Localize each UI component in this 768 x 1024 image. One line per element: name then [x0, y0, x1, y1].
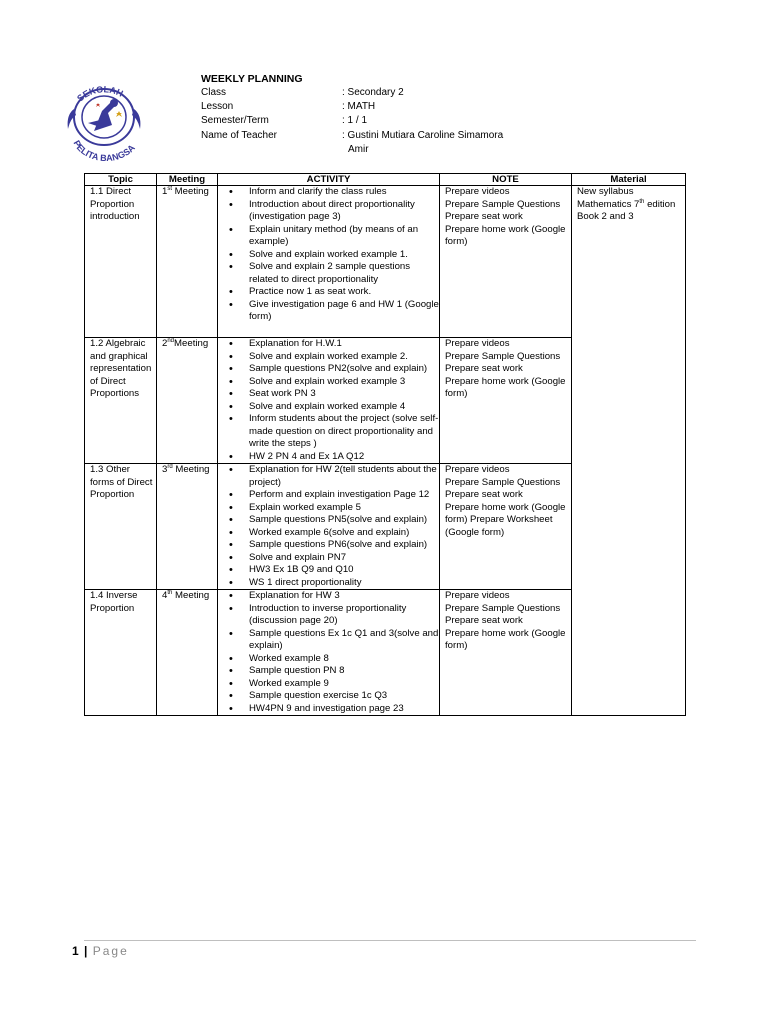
list-item: • Solve and explain worked example 4: [223, 401, 439, 414]
page-number: 1: [72, 944, 79, 958]
topic-cell: 1.4 Inverse Proportion: [85, 590, 157, 716]
list-item: • Explain unitary method (by means of an example): [223, 224, 439, 249]
list-item: • Perform and explain investigation Page 12: [223, 489, 439, 502]
list-item: • Introduction to inverse proportionality (discussion page 20): [223, 603, 439, 628]
note-line: Prepare Sample Questions: [445, 198, 561, 210]
column-header-topic: Topic: [85, 174, 157, 186]
column-header-note: NOTE: [440, 174, 572, 186]
list-item: • HW 2 PN 4 and Ex 1A Q12: [223, 451, 439, 464]
note-cell: [440, 186, 572, 338]
weekly-plan-table: [84, 173, 686, 716]
note-cell: [440, 338, 572, 464]
note-line: Prepare Sample Questions: [445, 350, 561, 362]
column-header-meeting: Meeting: [157, 174, 218, 186]
note-line: Prepare videos: [445, 338, 510, 349]
note-line: Prepare videos: [445, 186, 510, 197]
material-line: Book 2 and 3: [577, 211, 634, 222]
meeting-cell: 1st Meeting: [157, 186, 218, 338]
logo-top-text: SEKOLAH: [75, 84, 125, 104]
activity-cell: [218, 338, 440, 464]
table-row: [85, 186, 686, 338]
note-line: Prepare seat work: [445, 211, 523, 222]
header-value: : 1 / 1: [342, 115, 368, 127]
footer-separator: |: [84, 944, 88, 958]
note-line: Prepare videos: [445, 590, 510, 601]
list-item: • Sample questions PN6(solve and explain): [223, 539, 439, 552]
svg-text:PELITA BANGSA: [71, 139, 137, 161]
note-line: Prepare home work (Google form): [445, 375, 566, 399]
document-title: WEEKLY PLANNING: [201, 73, 303, 85]
topic-cell: 1.1 Direct Proportion introduction: [85, 186, 157, 338]
activity-cell: [218, 186, 440, 338]
list-item: • Explain worked example 5: [223, 502, 439, 515]
header-label: Class: [201, 87, 227, 98]
header-label: Lesson: [201, 101, 234, 113]
list-item: • Solve and explain worked example 1.: [223, 249, 439, 262]
list-item: • Sample question exercise 1c Q3: [223, 690, 439, 703]
note-cell: [440, 590, 572, 716]
list-item: • Solve and explain worked example 2.: [223, 351, 439, 364]
note-line: Prepare seat work: [445, 615, 523, 626]
list-item: • Sample questions PN2(solve and explain): [223, 363, 439, 376]
header-row-lesson: [201, 100, 582, 114]
list-item: • Introduction about direct proportionality (investigation page 3): [223, 199, 439, 224]
page-footer: [72, 944, 129, 958]
meeting-cell: 4th Meeting: [157, 590, 218, 716]
column-header-activity: ACTIVITY: [218, 174, 440, 186]
note-line: Prepare seat work: [445, 489, 523, 500]
list-item: • Explanation for HW 2(tell students about the project): [223, 464, 439, 489]
page-label: Page: [92, 944, 129, 958]
list-item: • WS 1 direct proportionality: [223, 577, 439, 590]
material-cell: [572, 186, 686, 716]
list-item: • Solve and explain worked example 3: [223, 376, 439, 389]
logo-bottom-text: PELITA BANGSA: [71, 138, 137, 161]
material-line: Mathematics 7th edition: [577, 198, 676, 210]
note-line: Prepare Sample Questions: [445, 602, 561, 614]
teacher-name-continuation: Amir: [348, 143, 369, 155]
list-item: • Explanation for HW 3: [223, 590, 439, 603]
list-item: • Worked example 9: [223, 678, 439, 691]
note-line: Prepare home work (Google form): [445, 223, 566, 247]
header-value: : Secondary 2: [342, 87, 404, 98]
meeting-cell: 2ndMeeting: [157, 338, 218, 464]
header-label: Name of Teacher: [201, 129, 277, 141]
list-item: • Seat work PN 3: [223, 388, 439, 401]
footer-divider: [84, 940, 696, 941]
header-row-class: [201, 86, 582, 100]
list-item: • Inform students about the project (solve self-made question on direct proportionality and write the steps ): [223, 413, 439, 451]
list-item: • Sample questions PN5(solve and explain): [223, 514, 439, 527]
table-header-row: [85, 174, 686, 186]
note-line: Prepare seat work: [445, 363, 523, 374]
list-item: • Practice now 1 as seat work.: [223, 286, 439, 299]
topic-cell: 1.2 Algebraic and graphical representation of Direct Proportions: [85, 338, 157, 464]
meeting-cell: 3rd Meeting: [157, 464, 218, 590]
list-item: • Sample questions Ex 1c Q1 and 3(solve and explain): [223, 628, 439, 653]
note-line: Prepare Sample Questions: [445, 476, 561, 488]
note-cell: [440, 464, 572, 590]
header-label: Semester/Term: [201, 115, 269, 127]
topic-cell: 1.3 Other forms of Direct Proportion: [85, 464, 157, 590]
note-line: Prepare home work (Google form): [445, 627, 566, 651]
list-item: • Give investigation page 6 and HW 1 (Google form): [223, 299, 439, 324]
header-value: : Gustini Mutiara Caroline Simamora: [342, 129, 504, 141]
list-item: • Solve and explain 2 sample questions related to direct proportionality: [223, 261, 439, 286]
header-row-semester: [201, 114, 582, 128]
list-item: • Explanation for H.W.1: [223, 338, 439, 351]
material-line: New syllabus: [577, 186, 634, 197]
list-item: • HW3 Ex 1B Q9 and Q10: [223, 564, 439, 577]
column-header-material: Material: [572, 174, 686, 186]
note-line: Prepare home work (Google form) Prepare Worksheet (Google form): [445, 501, 566, 538]
planning-header: [201, 72, 582, 157]
header-value: : MATH: [342, 101, 376, 113]
activity-cell: [218, 464, 440, 590]
list-item: • Solve and explain PN7: [223, 552, 439, 565]
activity-cell: [218, 590, 440, 716]
school-logo: [60, 79, 148, 161]
list-item: • Inform and clarify the class rules: [223, 186, 439, 199]
list-item: • Sample question PN 8: [223, 665, 439, 678]
list-item: • HW4PN 9 and investigation page 23: [223, 703, 439, 716]
header-row-teacher: [201, 129, 582, 143]
note-line: Prepare videos: [445, 464, 510, 475]
list-item: • Worked example 8: [223, 653, 439, 666]
list-item: • Worked example 6(solve and explain): [223, 527, 439, 540]
